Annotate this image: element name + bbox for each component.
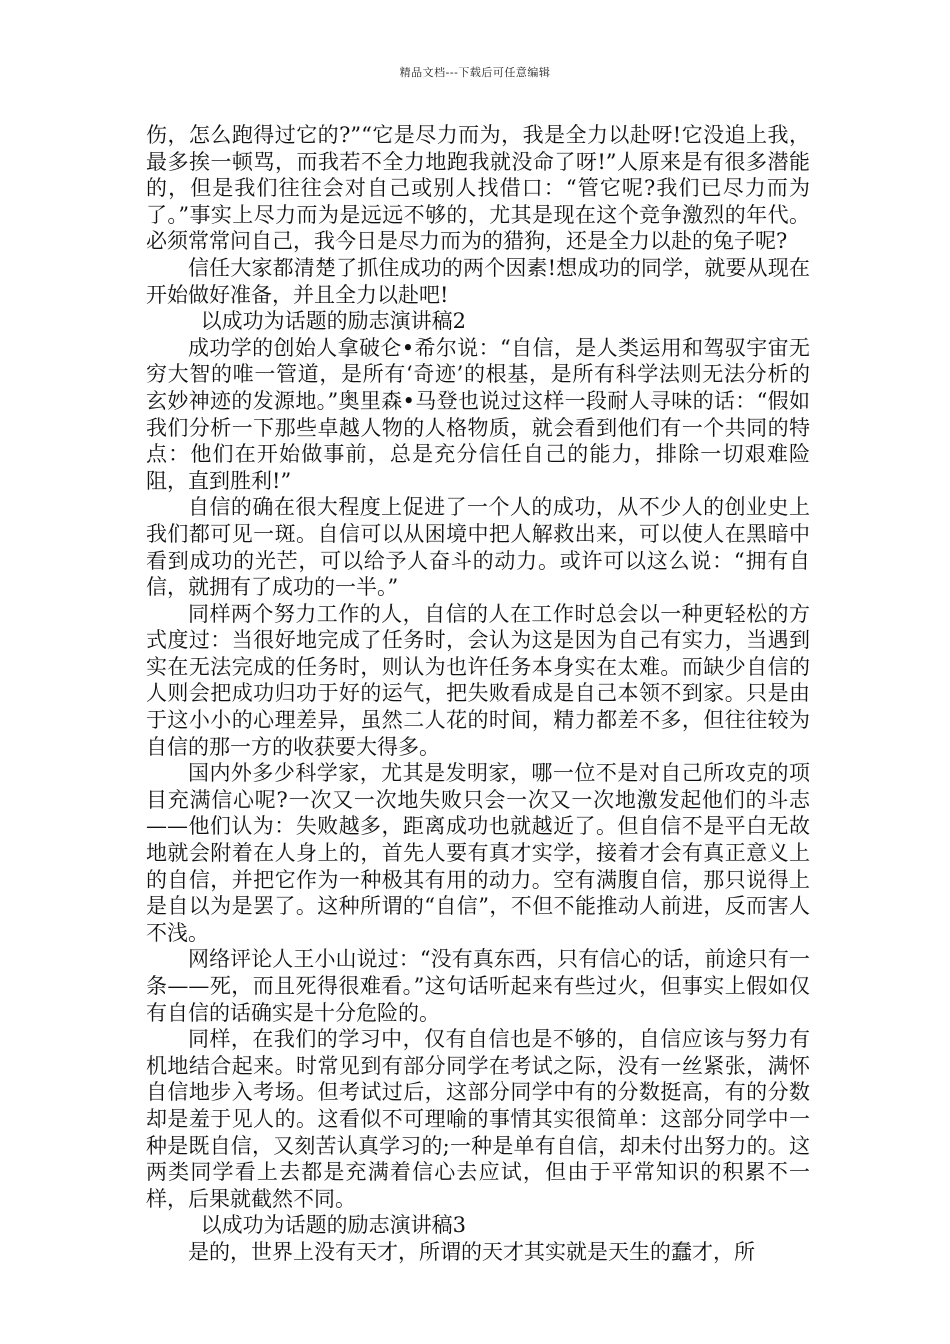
paragraph: 信任大家都清楚了抓住成功的两个因素!想成功的同学，就要从现在开始做好准备，并且全力以赴吧! <box>146 255 810 307</box>
paragraph: 同样，在我们的学习中，仅有自信也是不够的，自信应该与努力有机地结合起来。时常见到有部分同学在考试之际，没有一丝紧张，满怀自信地步入考场。但考试过后，这部分同学中有的分数挺高，有的分数却是羞于见人的。这看似不可理喻的事情其实很简单：这部分同学中一种是既自信，又刻苦认真学习的;一种是单有自信，却未付出努力的。这两类同学看上去都是充满着信心去应试，但由于平常知识的积累不一样，后果就截然不同。 <box>146 1027 810 1211</box>
paragraph: 成功学的创始人拿破仑•希尔说：“自信，是人类运用和驾驭宇宙无穷大智的唯一管道，是所有‘奇迹’的根基，是所有科学法则无法分析的玄妙神迹的发源地。”奥里森•马登也说过这样一段耐人寻味的话：“假如我们分析一下那些卓越人物的人格物质，就会看到他们有一个共同的特点：他们在开始做事前，总是充分信任自己的能力，排除一切艰难险阻，直到胜利!” <box>146 335 810 493</box>
section-heading: 以成功为话题的励志演讲稿2 <box>200 309 466 334</box>
page-header: 精品文档---下载后可任意编辑 <box>399 66 551 79</box>
document-body <box>146 122 810 1266</box>
paragraph: 国内外多少科学家，尤其是发明家，哪一位不是对自己所攻克的项目充满信心呢?一次又一次地失败只会一次又一次地激发起他们的斗志——他们认为：失败越多，距离成功也就越近了。但自信不是平白无故地就会附着在人身上的，首先人要有真才实学，接着才会有真正意义上的自信，并把它作为一种极其有用的动力。空有满腹自信，那只说得上是自以为是罢了。这种所谓的“自信”，不但不能推动人前进，反而害人不浅。 <box>146 761 810 945</box>
paragraph: 自信的确在很大程度上促进了一个人的成功，从不少人的创业史上我们都可见一斑。自信可以从困境中把人解救出来，可以使人在黑暗中看到成功的光芒，可以给予人奋斗的动力。或许可以这么说：“拥有自信，就拥有了成功的一半。” <box>146 495 810 600</box>
paragraph: 同样两个努力工作的人，自信的人在工作时总会以一种更轻松的方式度过：当很好地完成了任务时，会认为这是因为自己有实力，当遇到实在无法完成的任务时，则认为也许任务本身实在太难。而缺少自信的人则会把成功归功于好的运气，把失败看成是自己本领不到家。只是由于这小小的心理差异，虽然二人花的时间，精力都差不多，但往往较为自信的那一方的收获要大得多。 <box>146 601 810 759</box>
paragraph: 是的，世界上没有天才，所谓的天才其实就是天生的蠢才，所 <box>188 1239 755 1264</box>
paragraph: 网络评论人王小山说过：“没有真东西，只有信心的话，前途只有一条——死，而且死得很难看。”这句话听起来有些过火，但事实上假如仅有自信的话确实是十分危险的。 <box>146 947 810 1025</box>
paragraph: 伤，怎么跑得过它的?”“它是尽力而为，我是全力以赴呀!它没追上我，最多挨一顿骂，而我若不全力地跑我就没命了呀!”人原来是有很多潜能的，但是我们往往会对自己或别人找借口：“管它呢?我们已尽力而为了。”事实上尽力而为是远远不够的，尤其是现在这个竞争激烈的年代。必须常常问自己，我今日是尽力而为的猎狗，还是全力以赴的兔子呢? <box>146 123 810 254</box>
section-heading: 以成功为话题的励志演讲稿3 <box>200 1213 466 1238</box>
